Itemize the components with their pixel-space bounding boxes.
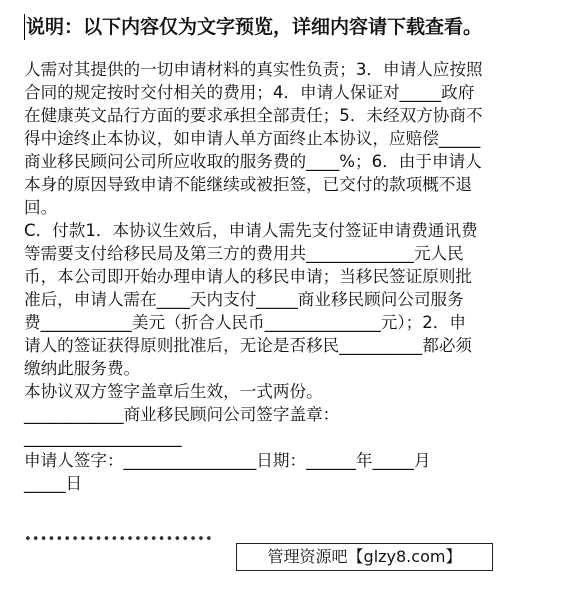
dotted-separator: •••••••••••••••••••••••• bbox=[24, 532, 213, 547]
body-line: 得中途终止本协议，如申请人单方面终止本协议，应赔偿_____ bbox=[24, 129, 481, 148]
body-line: 回。 bbox=[24, 198, 58, 217]
company-signature-line: ____________商业移民顾问公司签字盖章： bbox=[24, 405, 340, 424]
body-line: 准后，申请人需在____天内支付_____商业移民顾问公司服务 bbox=[24, 290, 464, 309]
body-line: 人需对其提供的一切申请材料的真实性负责；3．申请人应按照 bbox=[24, 60, 483, 79]
date-day-line: _____日 bbox=[24, 474, 83, 493]
text-cursor bbox=[24, 14, 25, 40]
body-line: 本协议双方签字盖章后生效，一式两份。 bbox=[24, 382, 323, 401]
preview-notice: 说明：以下内容仅为文字预览，详细内容请下载查看。 bbox=[26, 16, 483, 38]
document-body bbox=[24, 58, 559, 495]
body-line: 币，本公司即开始办理申请人的移民申请；当移民签证原则批 bbox=[24, 267, 473, 286]
body-line: 合同的规定按时交付相关的费用；4．申请人保证对_____政府 bbox=[24, 83, 475, 102]
body-line: 本身的原因导致申请不能继续或被拒签，已交付的款项概不退 bbox=[24, 175, 473, 194]
body-line: 商业移民顾问公司所应收取的服务费的____%；6．由于申请人 bbox=[24, 152, 482, 171]
applicant-signature-line: 申请人签字：________________日期：______年_____月 bbox=[24, 451, 431, 470]
site-watermark: 管理资源吧【glzy8.com】 bbox=[236, 543, 493, 571]
body-line: 缴纳此服务费。 bbox=[24, 359, 141, 378]
signature-blank: ___________________ bbox=[24, 428, 182, 447]
body-line: 费___________美元（折合人民币______________元）；2．申 bbox=[24, 313, 466, 332]
body-line: 请人的签证获得原则批准后，无论是否移民__________都必须 bbox=[24, 336, 473, 355]
body-line: C．付款1．本协议生效后，申请人需先支付签证申请费通讯费 bbox=[24, 221, 478, 240]
body-line: 等需要支付给移民局及第三方的费用共_____________元人民 bbox=[24, 244, 464, 263]
body-line: 在健康英文品行方面的要求承担全部责任；5．未经双方协商不 bbox=[24, 106, 483, 125]
